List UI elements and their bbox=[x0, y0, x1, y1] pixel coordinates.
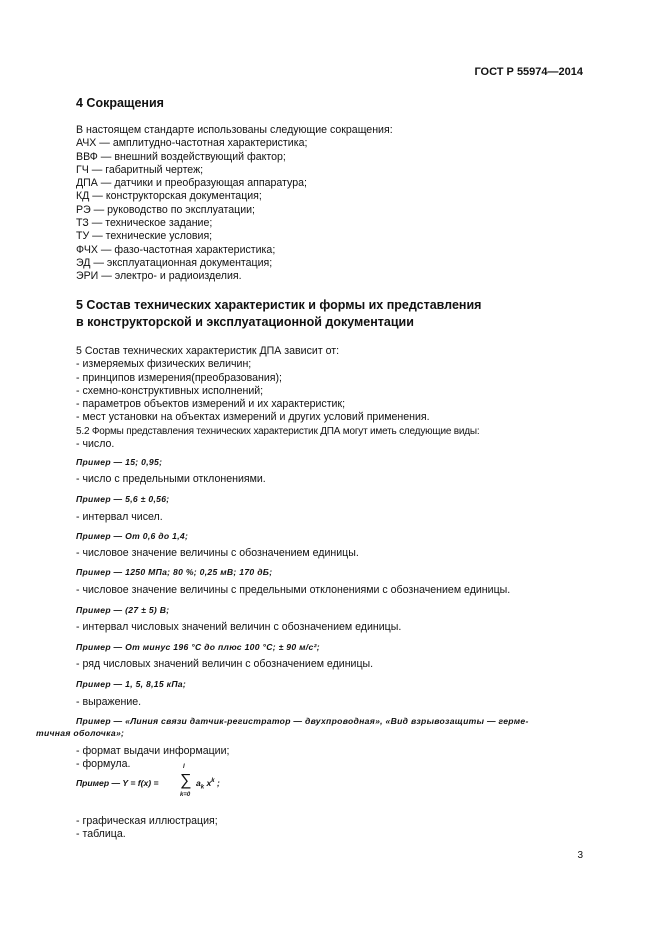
list-item: - число. bbox=[76, 438, 115, 451]
format-items bbox=[76, 745, 229, 772]
example-4: Пример — 1250 МПа; 80 %; 0,25 мВ; 170 дБ; bbox=[76, 567, 273, 577]
list-item: КД — конструкторская документация; bbox=[76, 190, 262, 203]
list-item: ВВФ — внешний воздействующий фактор; bbox=[76, 150, 286, 163]
example-7: Пример — 1, 5, 8,15 кПа; bbox=[76, 679, 187, 689]
list-item: - формат выдачи информации; bbox=[76, 745, 230, 757]
list-item: - интервал чисел. bbox=[76, 511, 163, 523]
section-5-intro bbox=[76, 345, 479, 451]
section-5-title-line2: в конструкторской и эксплуатационной документации bbox=[76, 315, 414, 329]
example-1: Пример — 15; 0,95; bbox=[76, 457, 163, 467]
list-item: В настоящем стандарте использованы следующие сокращения: bbox=[76, 124, 393, 136]
example-3: Пример — От 0,6 до 1,4; bbox=[76, 531, 189, 541]
list-item: 5.2 Формы представления технических характеристик ДПА могут иметь следующие виды: bbox=[76, 425, 480, 437]
list-item: - числовое значение величины с обозначением единицы. bbox=[76, 547, 359, 559]
list-item: - мест установки на объектах измерений и других условий применения. bbox=[76, 411, 430, 424]
sigma-icon: ∑ bbox=[180, 772, 192, 789]
list-item: - интервал числовых значений величин с обозначением единицы. bbox=[76, 621, 402, 633]
power-k: k bbox=[211, 778, 215, 785]
list-item: - параметров объектов измерений и их характеристик; bbox=[76, 398, 346, 411]
list-item: - формула. bbox=[76, 758, 131, 771]
example-2: Пример — 5,6 ± 0,56; bbox=[76, 494, 170, 504]
list-item: - числовое значение величины с предельными отклонениями с обозначением единицы. bbox=[76, 584, 511, 596]
var-x: x bbox=[206, 778, 212, 788]
final-items bbox=[76, 815, 218, 842]
example-5: Пример — (27 ± 5) В; bbox=[76, 605, 170, 615]
section-4-title: 4 Сокращения bbox=[76, 96, 164, 110]
formula-end: ; bbox=[217, 778, 220, 788]
sum-term bbox=[196, 778, 220, 791]
list-item: АЧХ — амплитудно-частотная характеристика; bbox=[76, 137, 308, 150]
list-item: - принципов измерения(преобразования); bbox=[76, 371, 282, 384]
example-6: Пример — От минус 196 °С до плюс 100 °С; ± 90 м/с²; bbox=[76, 642, 320, 652]
example-8 bbox=[36, 715, 586, 739]
standard-header: ГОСТ Р 55974—2014 bbox=[474, 66, 583, 78]
list-item: - измеряемых физических величин; bbox=[76, 358, 252, 371]
coef-a: a bbox=[196, 778, 201, 788]
section-5-title-line1: 5 Состав технических характеристик и формы их представления bbox=[76, 298, 482, 312]
list-item: ДПА — датчики и преобразующая аппаратура; bbox=[76, 177, 307, 190]
example-8-line1: Пример — «Линия связи датчик-регистратор — двухпроводная», «Вид взрывозащиты — герме- bbox=[76, 716, 529, 726]
list-item: ЭРИ — электро- и радиоизделия. bbox=[76, 270, 242, 283]
list-item: - ряд числовых значений величин с обозначением единицы. bbox=[76, 658, 374, 670]
abbreviations-list bbox=[76, 124, 393, 284]
list-item: РЭ — руководство по эксплуатации; bbox=[76, 203, 255, 216]
list-item: ЭД — эксплуатационная документация; bbox=[76, 256, 273, 269]
sum-upper-limit: l bbox=[183, 764, 185, 770]
list-item: ФЧХ — фазо-частотная характеристика; bbox=[76, 243, 276, 256]
sum-lower-limit: k=0 bbox=[180, 792, 191, 798]
list-item: - графическая иллюстрация; bbox=[76, 815, 218, 827]
list-item: - таблица. bbox=[76, 828, 126, 841]
list-item: ТУ — технические условия; bbox=[76, 230, 213, 243]
example-9-prefix: Пример — Y = f(x) = bbox=[76, 778, 159, 788]
list-item: ГЧ — габаритный чертеж; bbox=[76, 163, 204, 176]
list-item: - выражение. bbox=[76, 696, 142, 708]
list-item: - число с предельными отклонениями. bbox=[76, 473, 266, 485]
list-item: - схемно-конструктивных исполнений; bbox=[76, 384, 264, 397]
example-8-line2: тичная оболочка»; bbox=[36, 728, 125, 738]
list-item: ТЗ — техническое задание; bbox=[76, 217, 213, 230]
coef-sub: k bbox=[200, 784, 205, 791]
list-item: 5 Состав технических характеристик ДПА зависит от: bbox=[76, 345, 340, 357]
page-number: 3 bbox=[577, 850, 583, 861]
